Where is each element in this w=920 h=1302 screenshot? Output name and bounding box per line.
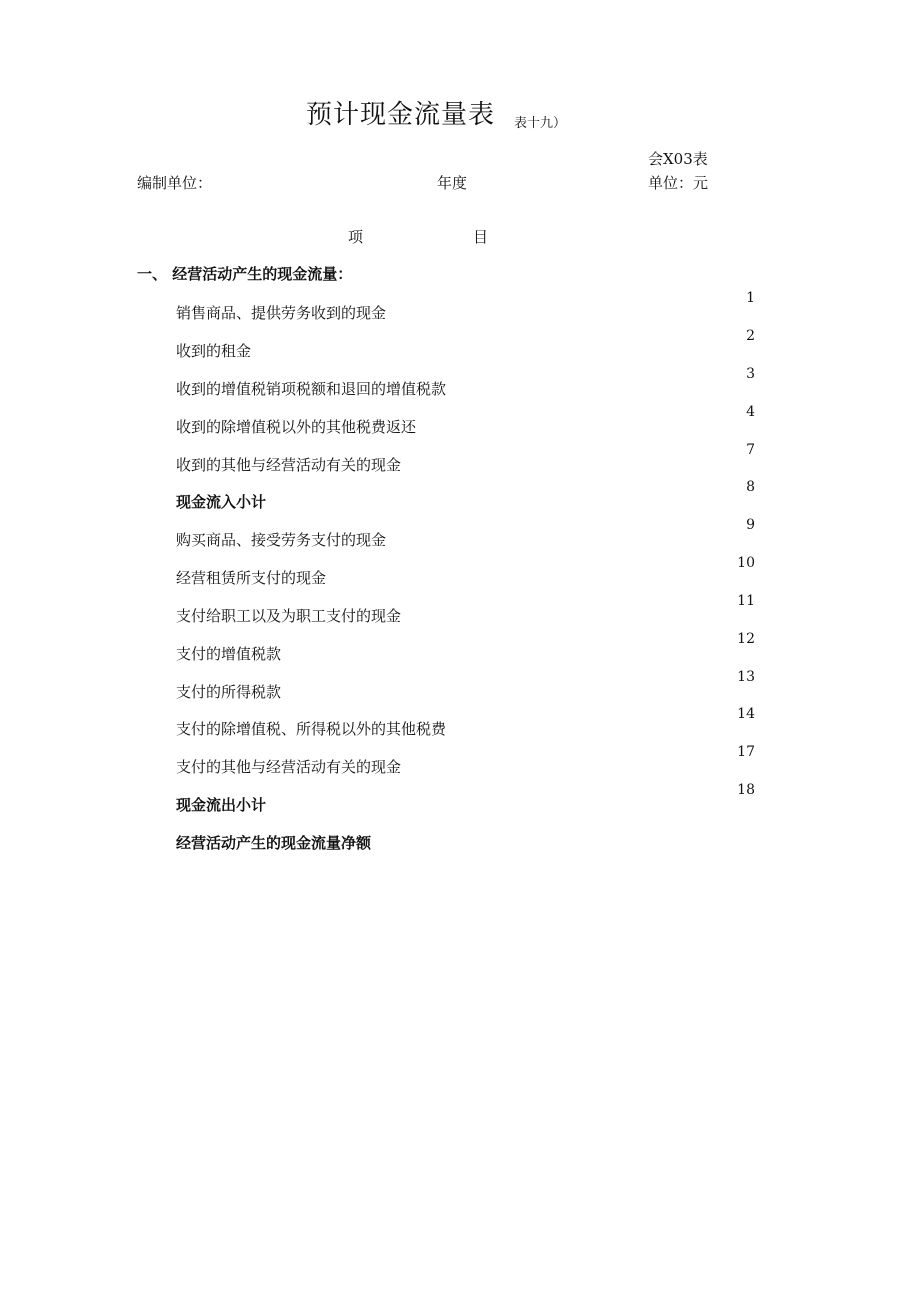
row-line-number: 14 — [737, 706, 755, 722]
column-header-item: 项 — [348, 228, 364, 246]
table-row — [0, 593, 920, 643]
row-label: 收到的租金 — [176, 342, 252, 360]
row-label: 支付给职工以及为职工支付的现金 — [176, 607, 402, 625]
row-label: 支付的其他与经营活动有关的现金 — [176, 758, 402, 776]
compiler-label: 编制单位： — [137, 174, 213, 192]
unit-label: 单位：元 — [648, 174, 709, 192]
row-label: 销售商品、提供劳务收到的现金 — [176, 304, 387, 322]
row-label: 支付的所得税款 — [176, 683, 282, 701]
row-label: 收到的其他与经营活动有关的现金 — [176, 456, 402, 474]
row-line-number: 11 — [737, 593, 755, 609]
title-suffix: 表十九） — [514, 116, 567, 131]
table-row — [0, 555, 920, 605]
table-row — [0, 631, 920, 681]
form-code: 会X03表 — [648, 150, 708, 168]
row-line-number: 8 — [746, 479, 755, 495]
table-row — [0, 404, 920, 454]
row-line-number: 9 — [746, 517, 755, 533]
table-row — [0, 782, 920, 832]
table-row — [0, 832, 920, 870]
row-line-number: 2 — [746, 328, 755, 344]
row-label: 收到的增值税销项税额和退回的增值税款 — [176, 380, 447, 398]
column-header-item-2: 目 — [473, 228, 489, 246]
row-label: 现金流入小计 — [176, 493, 267, 511]
row-label: 经营活动产生的现金流量净额 — [176, 834, 372, 852]
row-label: 收到的除增值税以外的其他税费返还 — [176, 418, 417, 436]
row-label: 现金流出小计 — [176, 796, 267, 814]
row-line-number: 4 — [746, 404, 755, 420]
table-row — [0, 479, 920, 529]
table-row — [0, 706, 920, 756]
table-row — [0, 290, 920, 340]
year-label: 年度 — [437, 174, 468, 192]
table-row — [0, 517, 920, 567]
row-line-number: 10 — [737, 555, 755, 571]
row-label: 支付的增值税款 — [176, 645, 282, 663]
row-line-number: 17 — [737, 744, 755, 760]
page-title: 预计现金流量表 — [306, 100, 496, 130]
row-line-number: 7 — [746, 442, 755, 458]
section-title: 一、 经营活动产生的现金流量： — [137, 265, 353, 283]
table-row — [0, 669, 920, 719]
row-label: 支付的除增值税、所得税以外的其他税费 — [176, 720, 447, 738]
table-row — [0, 328, 920, 378]
row-label: 购买商品、接受劳务支付的现金 — [176, 531, 387, 549]
row-line-number: 12 — [737, 631, 755, 647]
row-line-number: 13 — [737, 669, 755, 685]
row-line-number: 18 — [737, 782, 755, 798]
row-line-number: 1 — [746, 290, 755, 306]
table-row — [0, 366, 920, 416]
row-label: 经营租赁所支付的现金 — [176, 569, 327, 587]
row-line-number: 3 — [746, 366, 755, 382]
table-row — [0, 744, 920, 794]
table-row — [0, 442, 920, 492]
